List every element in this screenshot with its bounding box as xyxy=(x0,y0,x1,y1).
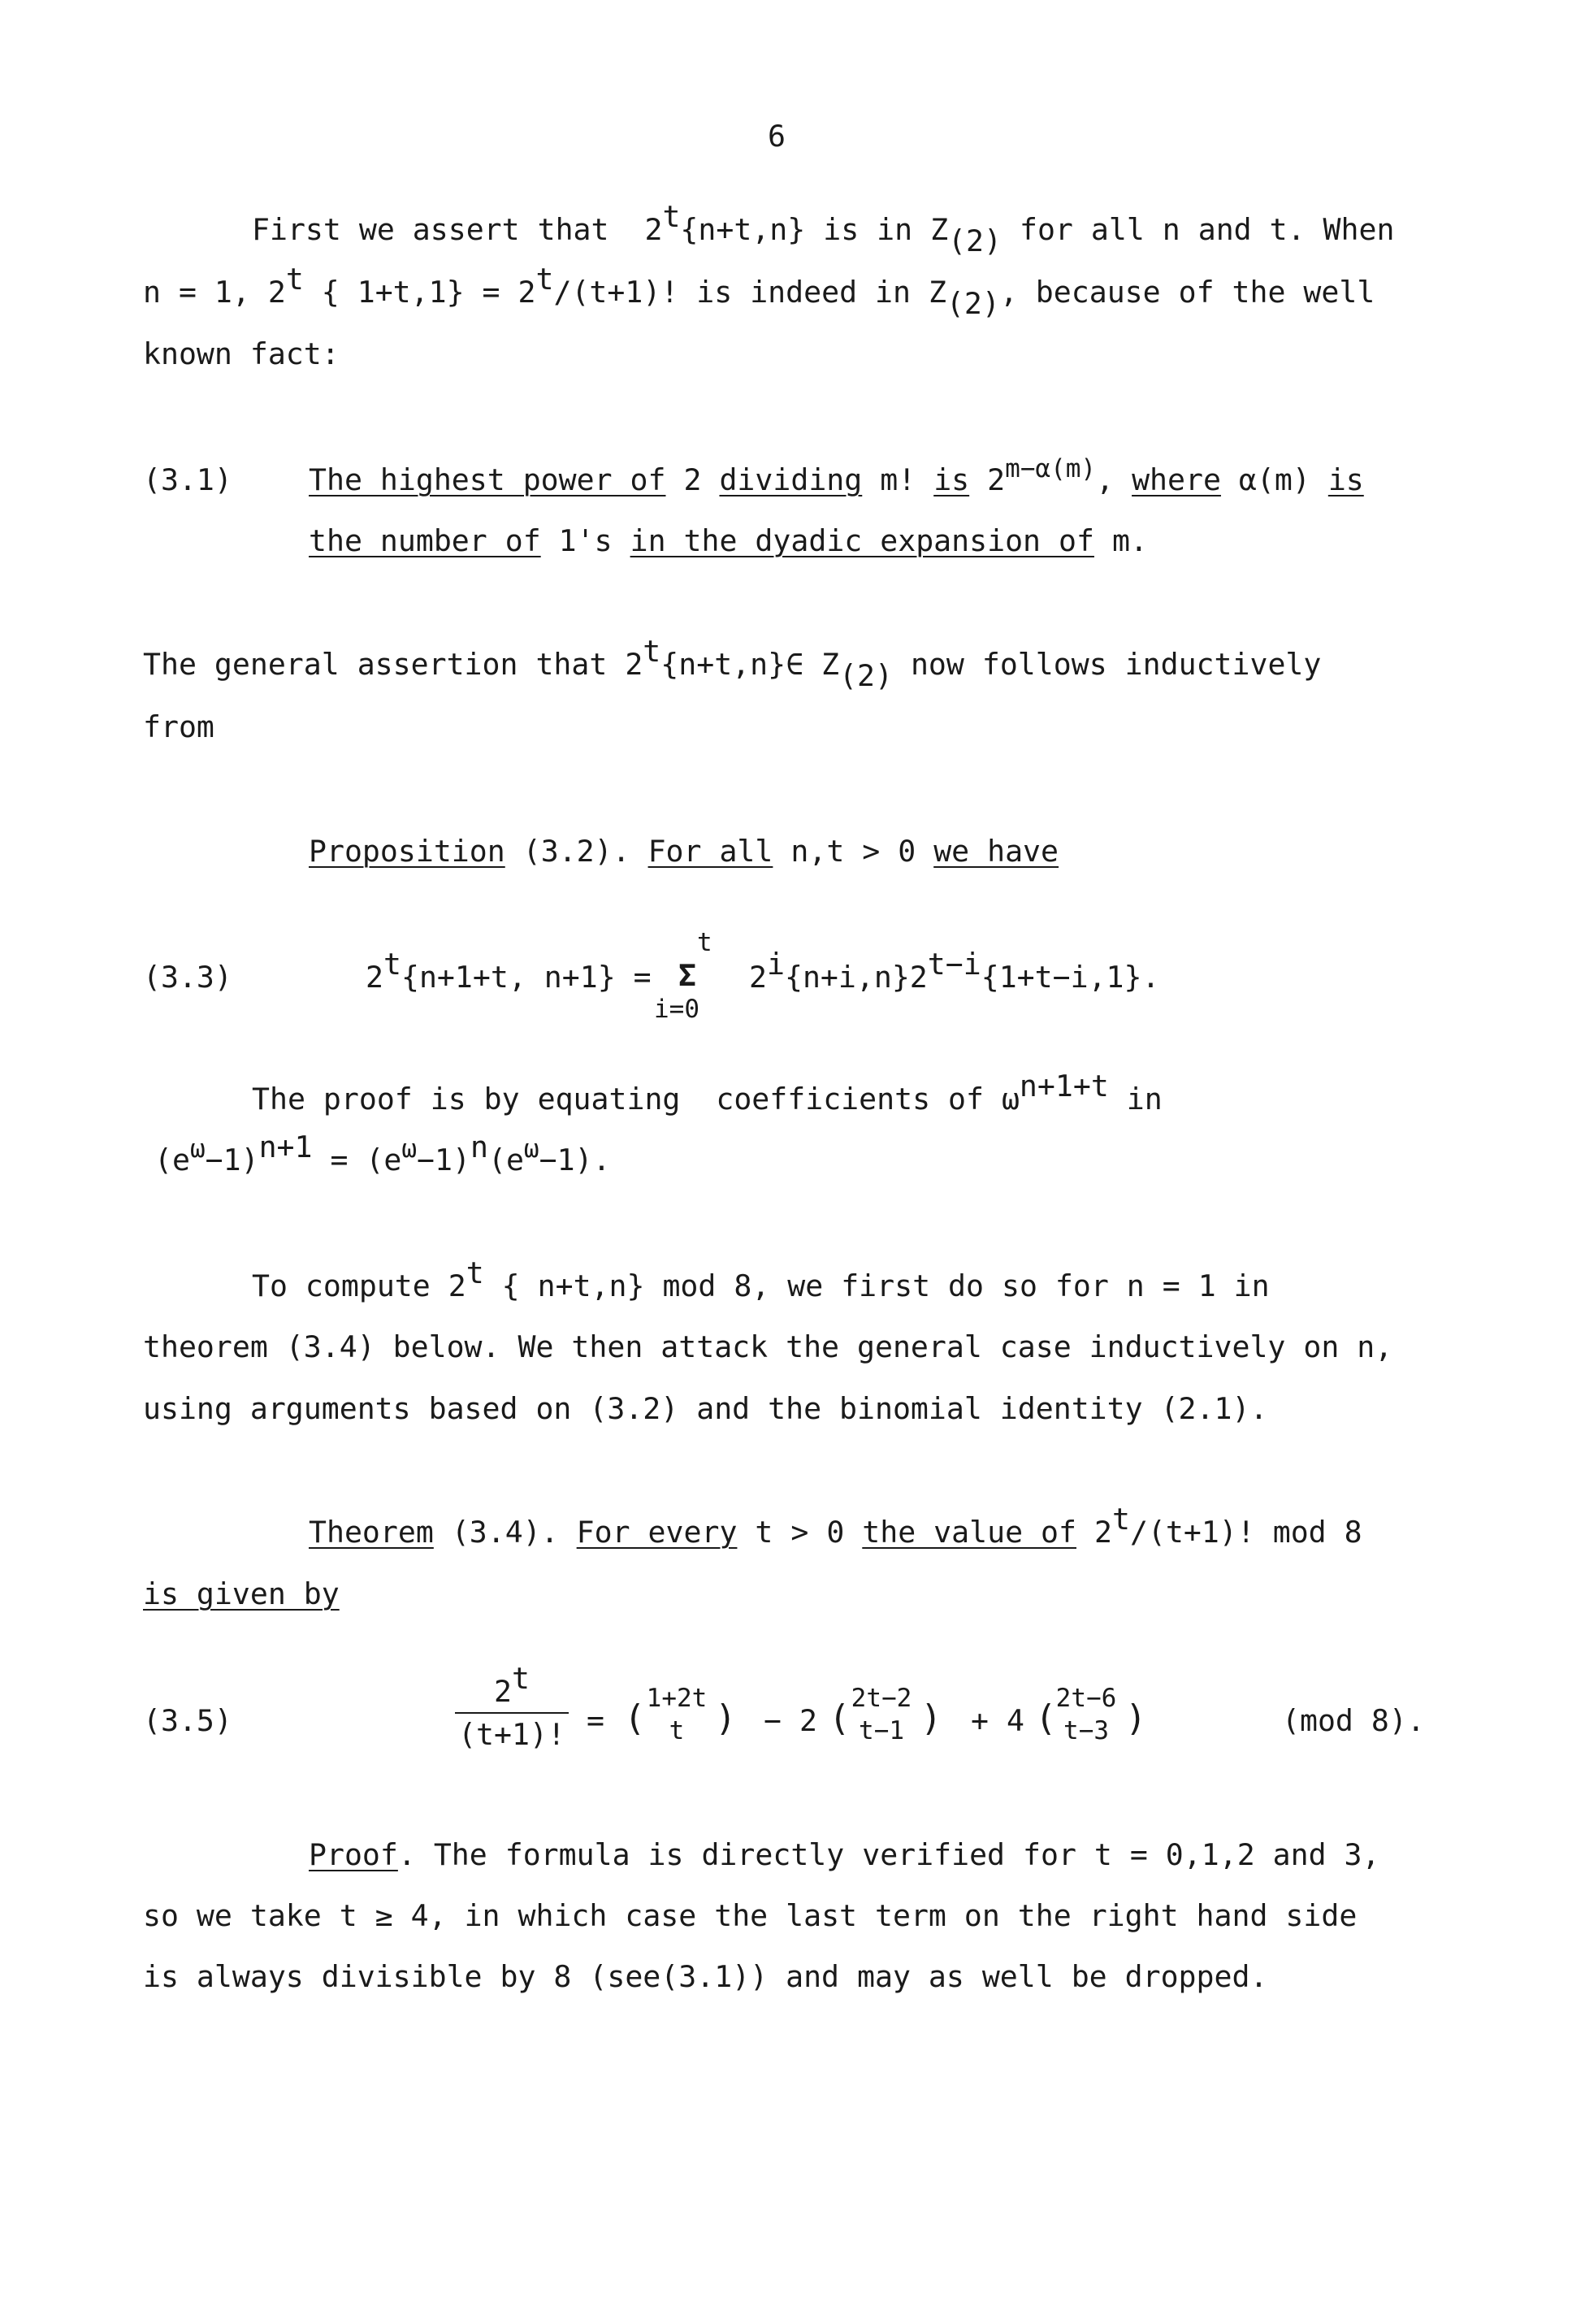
fact-line2 xyxy=(309,523,1148,558)
text: −1) xyxy=(205,1142,259,1177)
p3-line3: using arguments based on (3.2) and the binomial identity (2.1). xyxy=(143,1391,1268,1426)
binomial-paren-right: ) xyxy=(1125,1697,1147,1739)
superscript: t xyxy=(512,1661,530,1696)
superscript: t xyxy=(285,262,304,297)
text: so we take t xyxy=(143,1898,375,1933)
text: , xyxy=(1096,462,1115,497)
equation-rhs xyxy=(749,947,1160,995)
underlined-text: Proposition xyxy=(309,834,505,869)
minus-term: − 2 xyxy=(764,1703,817,1738)
text: −1). xyxy=(539,1142,611,1177)
superscript: ω xyxy=(523,1134,539,1164)
text: The proof is by equating coefficients of ω xyxy=(252,1082,1020,1116)
underlined-text: in the dyadic expansion of xyxy=(630,523,1094,558)
superscript: ω xyxy=(401,1134,418,1164)
text: (3.4). xyxy=(451,1515,559,1550)
p3-line2: theorem (3.4) below. We then attack the general case inductively on n, xyxy=(143,1329,1393,1364)
p2-line1 xyxy=(143,634,1322,693)
theorem-heading xyxy=(309,1502,1362,1550)
text: 2 xyxy=(987,462,1006,497)
superscript: t−i xyxy=(927,947,981,982)
proof-line3: is always divisible by 8 (see(3.1)) and may as well be dropped. xyxy=(143,1959,1268,1994)
text: n = 1, 2 xyxy=(143,275,286,310)
underlined-text: the number of xyxy=(309,523,541,558)
proof33-line1 xyxy=(252,1069,1163,1116)
text: {n+i,n}2 xyxy=(784,960,928,995)
superscript: t xyxy=(643,634,661,669)
sum-upper-limit: t xyxy=(697,928,712,957)
sum-lower-limit: i=0 xyxy=(654,995,699,1024)
proof-line2 xyxy=(143,1898,1358,1933)
proof-line1 xyxy=(309,1837,1380,1872)
binomial-bottom: t xyxy=(669,1716,685,1745)
text: in xyxy=(1126,1082,1163,1116)
text: {n+t,n} is in Z xyxy=(680,212,949,247)
underlined-text: The highest power of xyxy=(309,462,666,497)
text: , because of the well xyxy=(999,275,1375,310)
text: for all n and t. When xyxy=(1019,212,1395,247)
underlined-text: dividing xyxy=(719,462,863,497)
binomial-bottom: t−3 xyxy=(1063,1716,1109,1745)
underlined-text: For all xyxy=(647,834,773,869)
fraction-denominator: (t+1)! xyxy=(458,1717,565,1752)
superscript: ω xyxy=(189,1134,206,1164)
superscript: t xyxy=(1111,1502,1130,1537)
text: {1+t−i,1}. xyxy=(981,960,1160,995)
text: −1) xyxy=(417,1142,470,1177)
text: t > 0 xyxy=(755,1515,845,1550)
binomial-bottom: t−1 xyxy=(859,1716,904,1745)
superscript: t xyxy=(466,1255,484,1290)
underlined-text: is xyxy=(933,462,970,497)
text: The general assertion that 2 xyxy=(143,647,643,682)
p2-line2: from xyxy=(143,709,214,744)
binomial-paren-right: ) xyxy=(920,1697,942,1739)
superscript: n+1+t xyxy=(1019,1069,1109,1103)
underlined-text: the value of xyxy=(862,1515,1076,1550)
text: { 1+t,1} = 2 xyxy=(321,275,536,310)
p1-line1 xyxy=(252,199,1395,258)
binomial-paren-right: ) xyxy=(715,1697,737,1739)
fraction xyxy=(455,1661,569,1752)
page-number: 6 xyxy=(768,119,786,154)
underlined-text: Theorem xyxy=(309,1515,434,1550)
text: (e xyxy=(487,1142,524,1177)
underlined-text: is xyxy=(1327,462,1364,497)
text: (3.2). xyxy=(522,834,630,869)
modulus-note: (mod 8). xyxy=(1282,1703,1425,1738)
text: = (e xyxy=(312,1142,402,1177)
binomial-paren-left: ( xyxy=(624,1697,646,1739)
text: /(t+1)! is indeed in Z xyxy=(553,275,946,310)
superscript: t xyxy=(535,262,554,297)
text: {n+1+t, n+1} = xyxy=(401,960,652,995)
text: m! xyxy=(880,462,916,497)
text: 2 xyxy=(644,212,663,247)
superscript: t xyxy=(662,199,681,234)
text: To compute 2 xyxy=(252,1268,466,1303)
subscript: (2) xyxy=(946,286,1000,321)
fact-line1 xyxy=(309,454,1364,497)
fraction-bar xyxy=(455,1712,569,1714)
text: 2 xyxy=(749,960,767,995)
equation-label: (3.5) xyxy=(143,1703,232,1738)
subscript: (2) xyxy=(839,658,893,693)
text: . The formula is directly verified for t = 0,1,2 and 3, xyxy=(397,1837,1380,1872)
equals-sign: = xyxy=(587,1703,604,1738)
binomial-top: 2t−6 xyxy=(1055,1684,1117,1713)
p1-line3: known fact: xyxy=(143,336,340,371)
text: { n+t,n} mod 8, we first do so for n = 1 in xyxy=(501,1268,1270,1303)
p1-line2 xyxy=(143,262,1375,321)
proof33-line2 xyxy=(154,1129,611,1177)
equation-label: (3.3) xyxy=(143,960,232,995)
text: 2 xyxy=(1093,1515,1112,1550)
plus-term: + 4 xyxy=(971,1703,1024,1738)
text: 2 xyxy=(366,960,383,995)
text: 2 xyxy=(683,462,702,497)
p3-line1 xyxy=(252,1255,1270,1303)
fraction-numerator: 2t xyxy=(494,1661,530,1709)
theorem-line2 xyxy=(143,1576,340,1611)
superscript: i xyxy=(766,947,785,982)
text: m. xyxy=(1111,523,1148,558)
superscript: t xyxy=(383,947,401,982)
text: 4, in which case the last term on the right hand side xyxy=(392,1898,1358,1933)
underlined-text: is given by xyxy=(143,1576,340,1611)
binomial-paren-left: ( xyxy=(1035,1697,1057,1739)
proposition-heading xyxy=(309,834,1059,869)
sum-symbol: Σ xyxy=(678,958,696,993)
fact-label: (3.1) xyxy=(143,462,232,497)
subscript: (2) xyxy=(948,223,1002,258)
underlined-text: where xyxy=(1132,462,1221,497)
underlined-text: we have xyxy=(933,834,1059,869)
binomial-top: 1+2t xyxy=(646,1684,708,1713)
text: First we assert that xyxy=(252,212,609,247)
superscript: m−α(m) xyxy=(1005,454,1097,483)
text: 1's xyxy=(558,523,613,558)
greater-equal-symbol: ≥ xyxy=(375,1898,393,1933)
text: (e xyxy=(154,1142,190,1177)
equation-lhs xyxy=(366,947,652,995)
underlined-text: For every xyxy=(576,1515,738,1550)
superscript: n+1 xyxy=(258,1129,313,1164)
binomial-top: 2t−2 xyxy=(851,1684,912,1713)
proof-heading: Proof xyxy=(309,1837,398,1872)
superscript: n xyxy=(470,1129,488,1164)
text: /(t+1)! mod 8 xyxy=(1129,1515,1362,1550)
text: {n+t,n}∈ Z xyxy=(660,647,840,682)
binomial-paren-left: ( xyxy=(829,1697,851,1739)
text: n,t > 0 xyxy=(790,834,916,869)
text: now follows inductively xyxy=(910,647,1322,682)
text: α(m) xyxy=(1238,462,1310,497)
